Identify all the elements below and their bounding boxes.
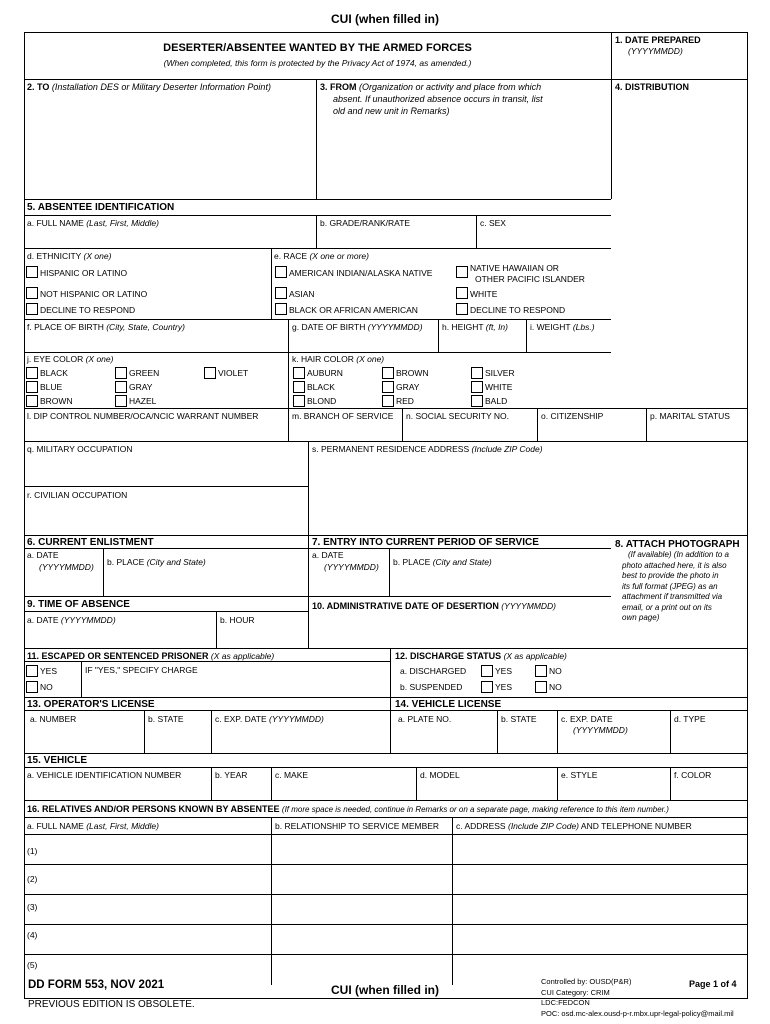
s7-place-field[interactable] [390,574,610,595]
height-field[interactable] [439,334,525,351]
ssn-field[interactable] [403,424,536,440]
hair-white-checkbox[interactable] [471,381,483,393]
to-label: 2. TO (Installation DES or Military Deserter Information Point) [27,82,271,92]
cui-banner-top: CUI (when filled in) [331,12,439,26]
cui-banner-bottom: CUI (when filled in) [331,983,439,997]
hair-bald-checkbox[interactable] [471,395,483,407]
pob-field[interactable] [25,334,287,351]
form-number: DD FORM 553, NOV 2021 [28,979,165,991]
eye-violet-checkbox[interactable] [204,367,216,379]
race-nhpi-checkbox[interactable] [456,266,468,278]
eth-decline-checkbox[interactable] [26,303,38,315]
grade-field[interactable] [317,230,475,247]
s15-style-field[interactable] [558,783,669,799]
s14-header: 14. VEHICLE LICENSE [395,699,502,710]
dip-label: l. DIP CONTROL NUMBER/OCA/NCIC WARRANT NUMBER [27,411,259,421]
page-number: Page 1 of 4 [689,979,737,989]
perm-addr-field[interactable] [309,456,611,534]
eye-label: j. EYE COLOR (X one) [27,354,114,364]
s16-relationship-fields[interactable] [272,835,451,983]
s13-exp-field[interactable] [212,736,389,752]
s6-header: 6. CURRENT ENLISTMENT [27,537,154,548]
distribution-field[interactable] [612,95,747,535]
race-aian-checkbox[interactable] [275,266,287,278]
hair-gray-checkbox[interactable] [382,381,394,393]
citizenship-label: o. CITIZENSHIP [541,411,604,421]
s16-header: 16. RELATIVES AND/OR PERSONS KNOWN BY ABSENTEE (If more space is needed, continue in Remarks or on a separate page, making reference to this item number.) [27,804,669,814]
hair-red-checkbox[interactable] [382,395,394,407]
s15-make-field[interactable] [272,783,415,799]
s13-header: 13. OPERATOR'S LICENSE [27,699,155,710]
hair-blond-checkbox[interactable] [293,395,305,407]
s7-header: 7. ENTRY INTO CURRENT PERIOD OF SERVICE [312,537,539,548]
s11-header: 11. ESCAPED OR SENTENCED PRISONER (X as applicable) [27,651,275,661]
eye-green-checkbox[interactable] [115,367,127,379]
civ-occ-label: r. CIVILIAN OCCUPATION [27,490,128,500]
s11-charge-field[interactable] [82,678,389,696]
privacy-notice: (When completed, this form is protected by the Privacy Act of 1974, as amended.) [163,58,472,68]
date-prepared-hint: (YYYYMMDD) [628,46,683,56]
branch-label: m. BRANCH OF SERVICE [292,411,394,421]
race-asian-checkbox[interactable] [275,287,287,299]
full-name-label: a. FULL NAME (Last, First, Middle) [27,218,159,228]
eye-blue-checkbox[interactable] [26,381,38,393]
hair-brown-checkbox[interactable] [382,367,394,379]
distribution-label: 4. DISTRIBUTION [615,82,690,92]
s15-year-field[interactable] [212,783,270,799]
s10-header: 10. ADMINISTRATIVE DATE OF DESERTION (YYYYMMDD) [312,601,557,611]
s10-field[interactable] [309,614,611,647]
s15-vin-field[interactable] [25,783,210,799]
date-prepared-field[interactable] [612,58,747,78]
weight-label: i. WEIGHT (Lbs.) [530,322,595,332]
hair-black-checkbox[interactable] [293,381,305,393]
eth-hispanic-checkbox[interactable] [26,266,38,278]
ssn-label: n. SOCIAL SECURITY NO. [406,411,509,421]
s7-date-field[interactable] [309,574,388,595]
dob-field[interactable] [289,334,437,351]
sex-label: c. SEX [480,218,506,228]
height-label: h. HEIGHT (ft, In) [442,322,508,332]
eye-gray-checkbox[interactable] [115,381,127,393]
s16-name-fields[interactable] [45,835,270,983]
eye-hazel-checkbox[interactable] [115,395,127,407]
race-black-checkbox[interactable] [275,303,287,315]
dob-label: g. DATE OF BIRTH (YYYYMMDD) [292,322,423,332]
date-prepared-label: 1. DATE PREPARED [615,35,701,45]
race-decline-checkbox[interactable] [456,303,468,315]
to-field[interactable] [25,95,315,198]
mil-occ-label: q. MILITARY OCCUPATION [27,444,133,454]
s14-type-field[interactable] [671,736,747,752]
s6-date-field[interactable] [25,574,102,595]
s5-header: 5. ABSENTEE IDENTIFICATION [27,202,175,213]
photo-area[interactable] [612,630,747,648]
race-white-checkbox[interactable] [456,287,468,299]
s12-header: 12. DISCHARGE STATUS (X as applicable) [395,651,567,661]
pob-label: f. PLACE OF BIRTH (City, State, Country) [27,322,185,332]
marital-label: p. MARITAL STATUS [650,411,730,421]
branch-field[interactable] [289,424,401,440]
s12-suspended-no-checkbox[interactable] [535,681,547,693]
s9-date-field[interactable] [25,628,215,647]
ethnicity-label: d. ETHNICITY (X one) [27,251,112,261]
s9-hour-field[interactable] [217,628,307,647]
hair-silver-checkbox[interactable] [471,367,483,379]
from-label: 3. FROM (Organization or activity and place from which [320,82,542,92]
s14-plate-field[interactable] [391,736,496,752]
race-label: e. RACE (X one or more) [274,251,369,261]
from-field[interactable] [317,120,610,198]
mil-occ-field[interactable] [25,456,307,484]
s14-state-field[interactable] [498,736,556,752]
form-title: DESERTER/ABSENTEE WANTED BY THE ARMED FORCES [163,42,472,54]
s14-exp-field[interactable] [558,736,669,752]
eye-brown-checkbox[interactable] [26,395,38,407]
dip-field[interactable] [25,424,287,440]
s12-discharged-yes-checkbox[interactable] [481,665,493,677]
s8-header: 8. ATTACH PHOTOGRAPH [615,539,740,550]
hair-label: k. HAIR COLOR (X one) [292,354,385,364]
s12-discharged-no-checkbox[interactable] [535,665,547,677]
s8-instructions: (If available) (In addition to a photo attached here, it is also best to provide the photo in its full format (JPEG) as an attachment if transmitted via email, or a print out on its own page) [622,550,729,622]
hair-auburn-checkbox[interactable] [293,367,305,379]
s13-number-field[interactable] [25,736,143,752]
s12-suspended-yes-checkbox[interactable] [481,681,493,693]
s15-header: 15. VEHICLE [27,755,88,766]
s11-no-checkbox[interactable] [26,681,38,693]
grade-label: b. GRADE/RANK/RATE [320,218,411,228]
s9-header: 9. TIME OF ABSENCE [27,599,130,610]
s16-address-fields[interactable] [453,835,747,983]
citizenship-field[interactable] [538,424,645,440]
eth-not-hispanic-checkbox[interactable] [26,287,38,299]
s11-yes-checkbox[interactable] [26,665,38,677]
s15-model-field[interactable] [417,783,556,799]
civ-occ-field[interactable] [25,502,307,534]
full-name-field[interactable] [25,230,315,247]
s6-place-field[interactable] [104,574,307,595]
sex-field[interactable] [477,230,610,247]
s13-state-field[interactable] [145,736,210,752]
marital-field[interactable] [647,424,747,440]
eye-black-checkbox[interactable] [26,367,38,379]
perm-addr-label: s. PERMANENT RESIDENCE ADDRESS (Include ZIP Code) [312,444,543,454]
controlled-by-block: Controlled by: OUSD(P&R) CUI Category: CRIM LDC:FEDCON POC: osd.mc-alex.ousd-p-r.mbx.upr-legal-policy@mail.mil [541,977,734,1018]
s15-color-field[interactable] [671,783,747,799]
previous-edition: PREVIOUS EDITION IS OBSOLETE. [28,999,195,1010]
weight-field[interactable] [527,334,610,351]
